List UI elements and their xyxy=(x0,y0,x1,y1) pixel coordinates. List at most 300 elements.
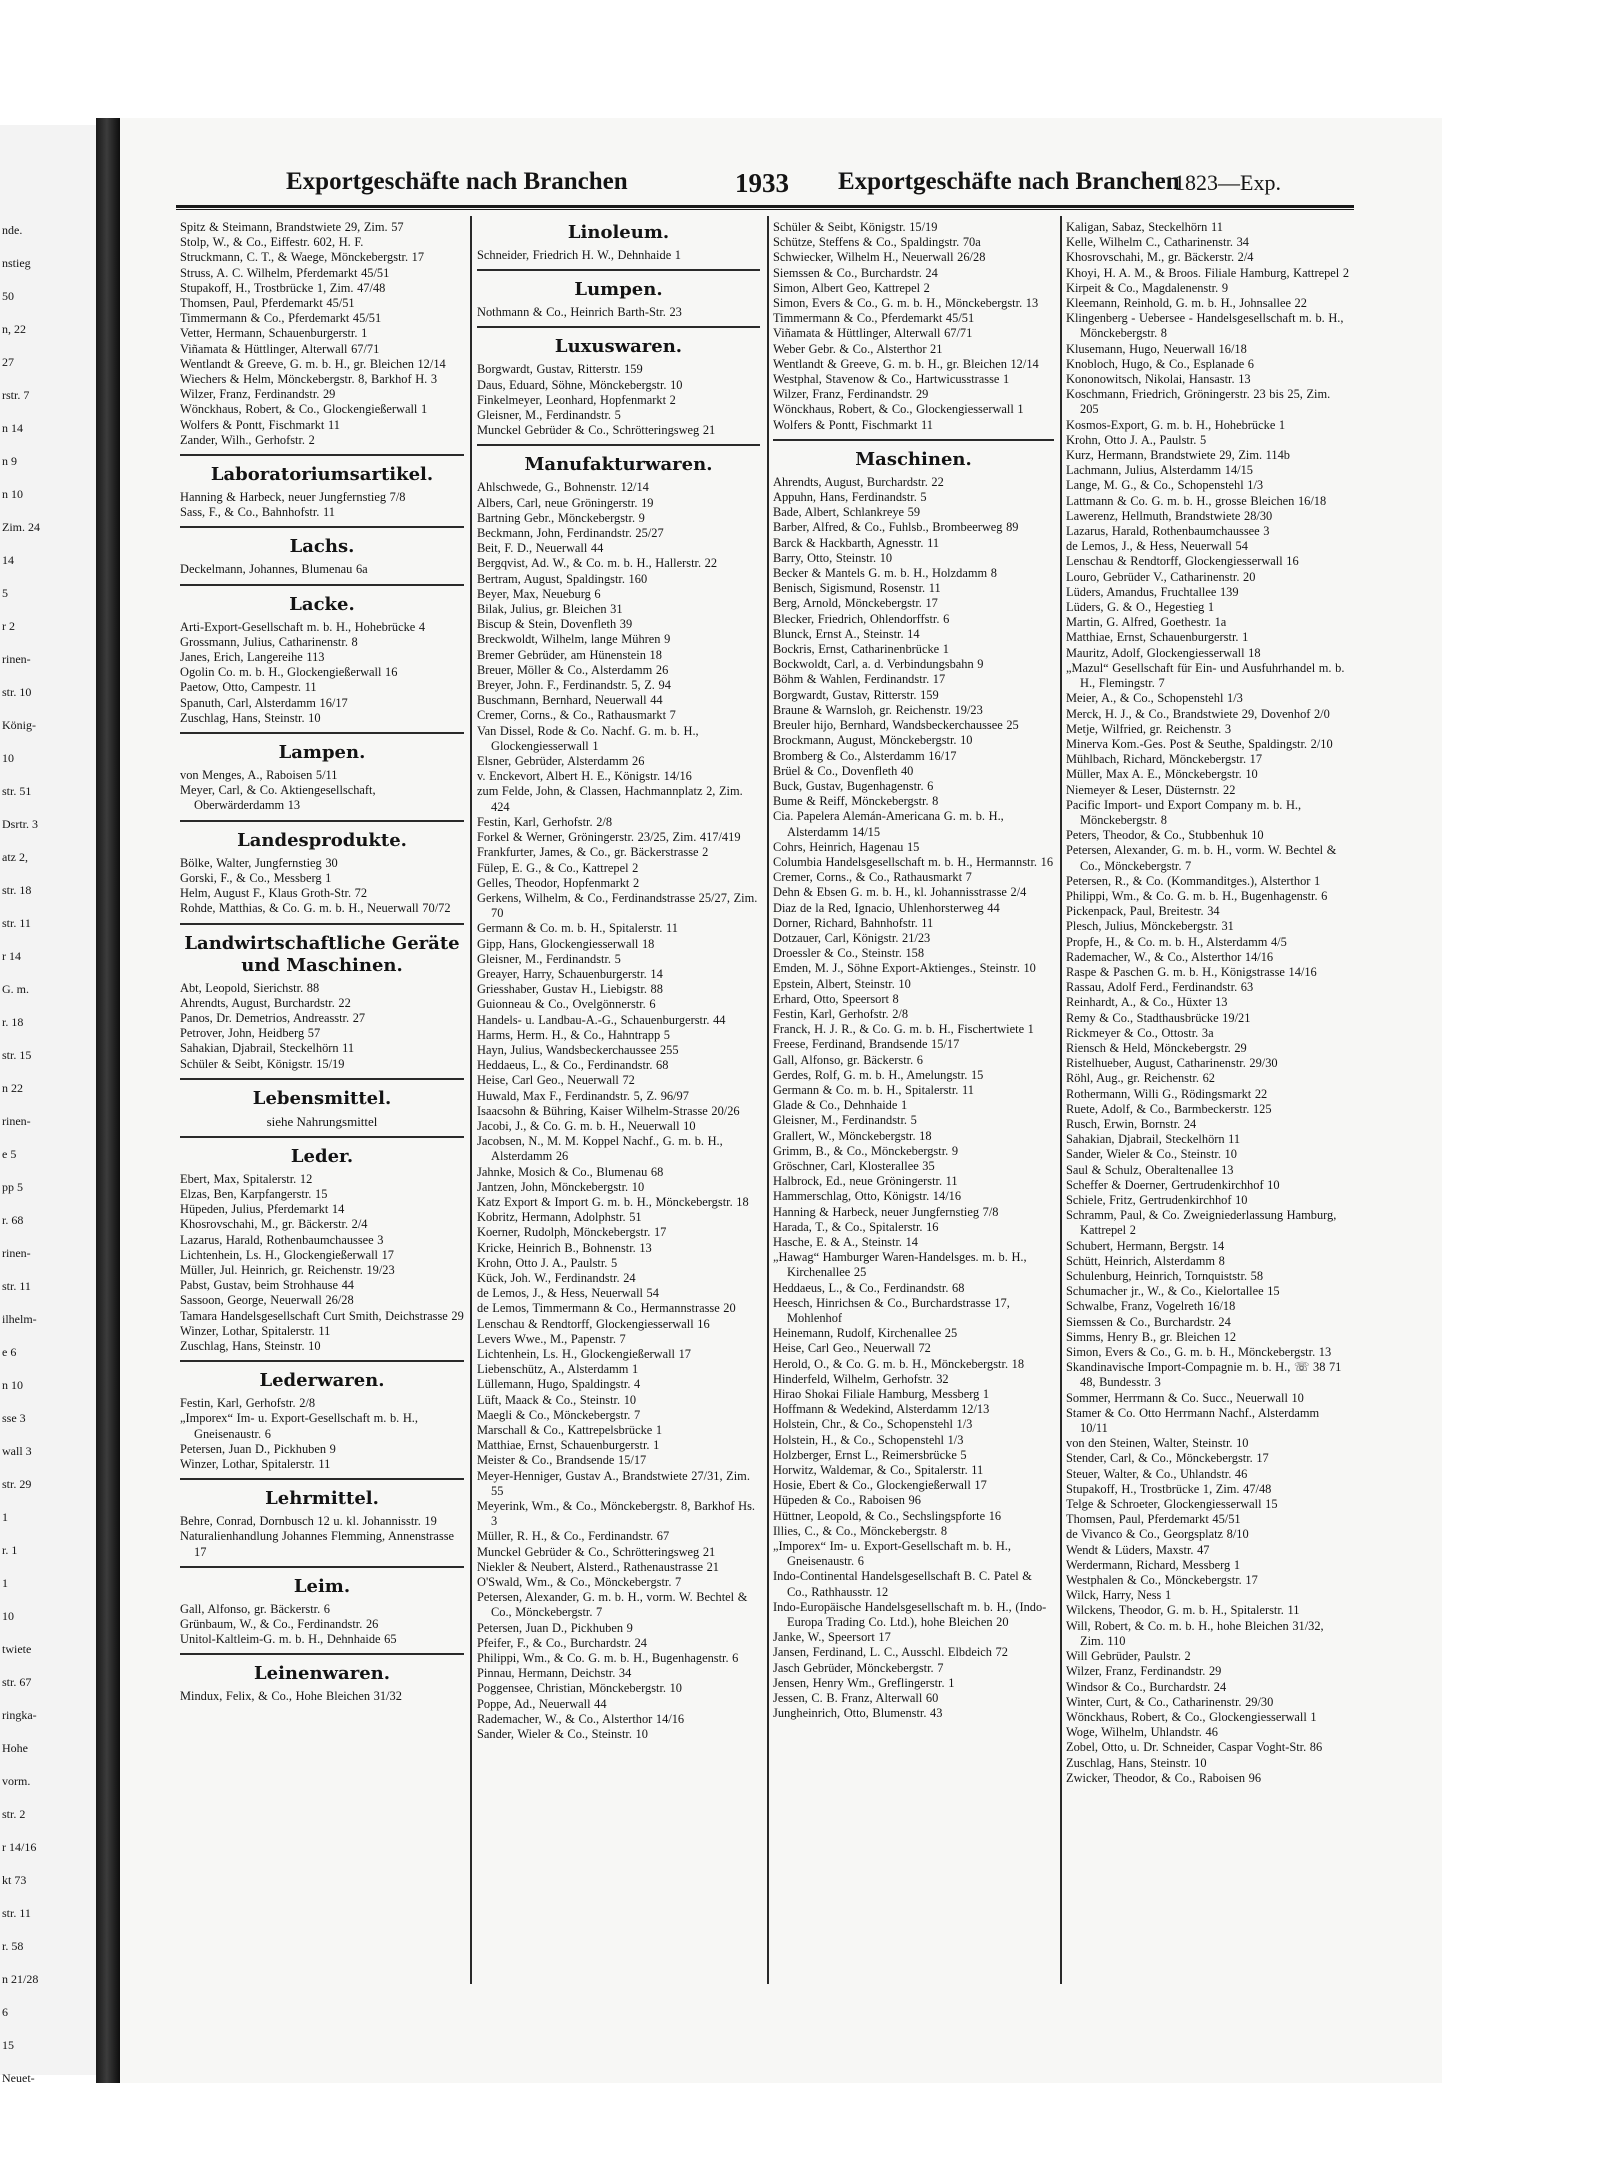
column-divider xyxy=(1060,216,1062,1984)
directory-entry: Zobel, Otto, u. Dr. Schneider, Caspar Voght-Str. 86 xyxy=(1066,1740,1323,1755)
left-page-text: 6 xyxy=(2,2005,8,2019)
directory-entry: Gröschner, Carl, Klosterallee 35 xyxy=(773,1158,935,1173)
left-page-text: r 2 xyxy=(2,619,15,633)
left-page-text: e 5 xyxy=(2,1147,17,1161)
directory-entry: Weber Gebr. & Co., Alsterthor 21 xyxy=(773,341,943,356)
directory-entry: Fülep, E. G., & Co., Kattrepel 2 xyxy=(477,860,639,875)
directory-entry: Werdermann, Richard, Messberg 1 xyxy=(1066,1557,1241,1572)
directory-entry: Dotzauer, Carl, Königstr. 21/23 xyxy=(773,930,931,945)
directory-entry: Rademacher, W., & Co., Alsterthor 14/16 xyxy=(1066,949,1274,964)
directory-entry: Germann & Co. m. b. H., Spitalerstr. 11 xyxy=(773,1082,974,1097)
directory-entry: Bremer Gebrüder, am Hünenstein 18 xyxy=(477,647,662,662)
directory-entry: Röhl, Aug., gr. Reichenstr. 62 xyxy=(1066,1071,1215,1086)
left-page-text: str. 18 xyxy=(2,883,32,897)
header-title-right: Exportgeschäfte nach Branchen xyxy=(838,168,1180,195)
section-title: Maschinen. xyxy=(773,439,1054,471)
directory-entry: Westphal, Stavenow & Co., Hartwicusstrasse 1 xyxy=(773,372,1010,387)
left-page-text: rinen- xyxy=(2,1246,31,1260)
directory-entry: Meyerink, Wm., & Co., Mönckebergstr. 8, Barkhof Hs. 3 xyxy=(477,1499,756,1529)
directory-entry: Hanning & Harbeck, neuer Jungfernstieg 7/8 xyxy=(773,1204,999,1219)
directory-entry: „Imporex“ Im- u. Export-Gesellschaft m. b. H., Gneisenaustr. 6 xyxy=(180,1411,419,1441)
directory-entry: Grimm, B., & Co., Mönckebergstr. 9 xyxy=(773,1143,959,1158)
directory-entry: Wilzer, Franz, Ferdinandstr. 29 xyxy=(180,387,336,402)
directory-entry: Pinnau, Hermann, Deichstr. 34 xyxy=(477,1666,632,1681)
directory-entry: Stupakoff, H., Trostbrücke 1, Zim. 47/48 xyxy=(1066,1481,1272,1496)
column-2 xyxy=(477,220,760,1990)
left-page-text: r 14 xyxy=(2,949,21,963)
directory-entry: Schüler & Seibt, Königstr. 15/19 xyxy=(180,1056,345,1071)
directory-entry: Abt, Leopold, Sierichstr. 88 xyxy=(180,980,320,995)
directory-entry: Franck, H. J. R., & Co. G. m. b. H., Fischertwiete 1 xyxy=(773,1022,1034,1037)
directory-entry: Columbia Handelsgesellschaft m. b. H., Hermannstr. 16 xyxy=(773,854,1054,869)
directory-entry: Zuschlag, Hans, Steinstr. 10 xyxy=(1066,1755,1207,1770)
directory-entry: Petersen, R., & Co. (Kommanditges.), Alsterthor 1 xyxy=(1066,873,1321,888)
directory-entry: Schneider, Friedrich H. W., Dehnhaide 1 xyxy=(477,248,681,262)
directory-entry: Barck & Hackbarth, Agnesstr. 11 xyxy=(773,535,940,550)
directory-entry: Simon, Albert Geo, Kattrepel 2 xyxy=(773,280,930,295)
section-title: Lachs. xyxy=(180,526,464,558)
directory-entry: Rademacher, W., & Co., Alsterthor 14/16 xyxy=(477,1711,685,1726)
directory-entry: Grünbaum, W., & Co., Ferdinandstr. 26 xyxy=(180,1616,379,1631)
directory-entry: Metje, Wilfried, gr. Reichenstr. 3 xyxy=(1066,721,1232,736)
directory-entry: Breuer, Möller & Co., Alsterdamm 26 xyxy=(477,662,669,677)
section-title: Lacke. xyxy=(180,584,464,616)
directory-entry: Behre, Conrad, Dornbusch 12 u. kl. Johannisstr. 19 xyxy=(180,1514,437,1529)
directory-entry: Liebenschütz, A., Alsterdamm 1 xyxy=(477,1362,639,1377)
left-page-text: r 14/16 xyxy=(2,1840,37,1854)
directory-entry: Wönckhaus, Robert, & Co., Glockengiesserwall 1 xyxy=(773,402,1024,417)
left-page-text: 15 xyxy=(2,2038,14,2052)
directory-entry: Koerner, Rudolph, Mönckebergstr. 17 xyxy=(477,1225,667,1240)
directory-entry: Wönckhaus, Robert, & Co., Glockengiesserwall 1 xyxy=(1066,1709,1317,1724)
directory-entry: Poppe, Ad., Neuerwall 44 xyxy=(477,1696,607,1711)
directory-entry: Petersen, Alexander, G. m. b. H., vorm. W. Bechtel & Co., Mönckebergstr. 7 xyxy=(477,1590,748,1620)
section-title: Lumpen. xyxy=(477,269,760,301)
directory-entry: Meier, A., & Co., Schopenstehl 1/3 xyxy=(1066,691,1243,706)
section-title: Lebensmittel. xyxy=(180,1078,464,1110)
directory-entry: Grossmann, Julius, Catharinenstr. 8 xyxy=(180,634,358,649)
left-page-text: sse 3 xyxy=(2,1411,26,1425)
directory-entry: Hosie, Ebert & Co., Glockengießerwall 17 xyxy=(773,1478,987,1493)
left-page-text: 1 xyxy=(2,1576,8,1590)
directory-entry: Sass, F., & Co., Bahnhofstr. 11 xyxy=(180,505,335,520)
directory-entry: Winzer, Lothar, Spitalerstr. 11 xyxy=(180,1456,331,1471)
directory-entry: Gall, Alfonso, gr. Bäckerstr. 6 xyxy=(180,1601,330,1616)
directory-entry: Jacobsen, N., M. M. Koppel Nachf., G. m. b. H., Alsterdamm 26 xyxy=(477,1134,723,1164)
directory-entry: de Lemos, J., & Hess, Neuerwall 54 xyxy=(477,1286,659,1301)
left-page-text: rinen- xyxy=(2,1114,31,1128)
directory-entry: Bockris, Ernst, Catharinenbrücke 1 xyxy=(773,642,949,657)
directory-entry: Stolp, W., & Co., Eiffestr. 602, H. F. xyxy=(180,235,364,250)
directory-entry: Simms, Henry B., gr. Bleichen 12 xyxy=(1066,1329,1237,1344)
directory-entry: Rothermann, Willi G., Rödingsmarkt 22 xyxy=(1066,1086,1268,1101)
directory-entry: Kononowitsch, Nikolai, Hansastr. 13 xyxy=(1066,372,1251,387)
directory-entry: Bartning Gebr., Mönckebergstr. 9 xyxy=(477,510,645,525)
directory-entry: Stamer & Co. Otto Herrmann Nachf., Alsterdamm 10/11 xyxy=(1066,1405,1320,1436)
directory-entry: Harada, T., & Co., Spitalerstr. 16 xyxy=(773,1219,939,1234)
directory-entry: Lange, M. G., & Co., Schopenstehl 1/3 xyxy=(1066,478,1264,493)
directory-entry: Jantzen, John, Mönckebergstr. 10 xyxy=(477,1179,645,1194)
directory-entry: Wiechers & Helm, Mönckebergstr. 8, Barkhof H. 3 xyxy=(180,372,438,387)
directory-entry: Schubert, Hermann, Bergstr. 14 xyxy=(1066,1238,1225,1253)
directory-entry: Forkel & Werner, Gröningerstr. 23/25, Zim. 417/419 xyxy=(477,830,741,845)
directory-entry: Marschall & Co., Kattrepelsbrücke 1 xyxy=(477,1423,663,1438)
directory-entry: Panos, Dr. Demetrios, Andreasstr. 27 xyxy=(180,1010,366,1025)
directory-entry: Epstein, Albert, Steinstr. 10 xyxy=(773,976,911,991)
directory-entry: Schwiecker, Wilhelm H., Neuerwall 26/28 xyxy=(773,250,986,265)
directory-entry: Munckel Gebrüder & Co., Schrötteringsweg 21 xyxy=(477,1544,716,1559)
directory-entry: Philippi, Wm., & Co. G. m. b. H., Bugenhagenstr. 6 xyxy=(1066,888,1328,903)
directory-entry: Kleemann, Reinhold, G. m. b. H., Johnsallee 22 xyxy=(1066,296,1307,311)
directory-entry: Heesch, Hinrichsen & Co., Burchardstrasse 17, Mohlenhof xyxy=(773,1295,1010,1326)
left-page-text: e 6 xyxy=(2,1345,17,1359)
left-page-text: r. 58 xyxy=(2,1939,24,1953)
directory-entry: Petersen, Juan D., Pickhuben 9 xyxy=(180,1441,336,1456)
directory-entry: Erhard, Otto, Speersort 8 xyxy=(773,991,899,1006)
directory-entry: Bume & Reiff, Mönckebergstr. 8 xyxy=(773,794,939,809)
directory-entry: Dehn & Ebsen G. m. b. H., kl. Johannisstrasse 2/4 xyxy=(773,885,1027,900)
directory-entry: Sommer, Herrmann & Co. Succ., Neuerwall 10 xyxy=(1066,1390,1304,1405)
directory-entry: Thomsen, Paul, Pferdemarkt 45/51 xyxy=(180,296,355,311)
directory-entry: Ogolin Co. m. b. H., Glockengießerwall 16 xyxy=(180,665,398,680)
column-divider xyxy=(767,216,769,1984)
directory-entry: Heise, Carl Geo., Neuerwall 72 xyxy=(773,1341,931,1356)
directory-entry: Westphalen & Co., Mönckebergstr. 17 xyxy=(1066,1573,1258,1588)
directory-entry: Mindux, Felix, & Co., Hohe Bleichen 31/32 xyxy=(180,1689,402,1704)
section-title: Landwirtschaftliche Geräte und Maschinen. xyxy=(180,923,464,977)
left-page-text: kt 73 xyxy=(2,1873,27,1887)
directory-entry: Brüel & Co., Dovenfleth 40 xyxy=(773,763,914,778)
directory-entry: Festin, Karl, Gerhofstr. 2/8 xyxy=(477,814,613,829)
directory-entry: Gerdes, Rolf, G. m. b. H., Amelungstr. 15 xyxy=(773,1067,984,1082)
directory-entry: Kosmos-Export, G. m. b. H., Hohebrücke 1 xyxy=(1066,417,1286,432)
left-page-text: r. 18 xyxy=(2,1015,24,1029)
directory-entry: Schwalbe, Franz, Vogelreth 16/18 xyxy=(1066,1299,1236,1314)
directory-entry: Koschmann, Friedrich, Gröningerstr. 23 bis 25, Zim. 205 xyxy=(1066,387,1331,417)
directory-entry: Propfe, H., & Co. m. b. H., Alsterdamm 4/5 xyxy=(1066,934,1287,949)
directory-entry: Janes, Erich, Langereihe 113 xyxy=(180,650,325,665)
directory-entry: Buck, Gustav, Bugenhagenstr. 6 xyxy=(773,778,934,793)
directory-entry: Gleisner, M., Ferdinandstr. 5 xyxy=(477,951,621,966)
directory-entry: Müller, Max A. E., Mönckebergstr. 10 xyxy=(1066,767,1258,782)
directory-entry: Becker & Mantels G. m. b. H., Holzdamm 8 xyxy=(773,566,997,581)
directory-entry: Zander, Wilh., Gerhofstr. 2 xyxy=(180,432,315,447)
directory-entry: Jensen, Henry Wm., Greflingerstr. 1 xyxy=(773,1675,955,1690)
directory-entry: Guionneau & Co., Ovelgönnerstr. 6 xyxy=(477,997,656,1012)
directory-entry: Rusch, Erwin, Bornstr. 24 xyxy=(1066,1116,1197,1131)
directory-entry: Khosrovschahi, M., gr. Bäckerstr. 2/4 xyxy=(180,1217,368,1232)
directory-entry: Hayn, Julius, Wandsbeckerchaussee 255 xyxy=(477,1042,679,1057)
directory-entry: Braune & Warnsloh, gr. Reichenstr. 19/23 xyxy=(773,702,983,717)
directory-entry: Barry, Otto, Steinstr. 10 xyxy=(773,550,893,565)
directory-entry: Elzas, Ben, Karpfangerstr. 15 xyxy=(180,1186,328,1201)
directory-entry: Borgwardt, Gustav, Ritterstr. 159 xyxy=(773,687,939,702)
left-page-text: n 9 xyxy=(2,454,17,468)
directory-entry: Poggensee, Christian, Mönckebergstr. 10 xyxy=(477,1681,683,1696)
directory-entry: Maegli & Co., Mönckebergstr. 7 xyxy=(477,1407,641,1422)
directory-entry: Isaacsohn & Bühring, Kaiser Wilhelm-Strasse 20/26 xyxy=(477,1103,740,1118)
directory-entry: Kaligan, Sabaz, Steckelhörn 11 xyxy=(1066,220,1223,234)
section-title: Luxuswaren. xyxy=(477,326,760,358)
section-title: Lehrmittel. xyxy=(180,1478,464,1510)
directory-entry: Hirao Shokai Filiale Hamburg, Messberg 1 xyxy=(773,1387,990,1402)
left-page-text: twiete xyxy=(2,1642,32,1656)
directory-entry: Zuschlag, Hans, Steinstr. 10 xyxy=(180,710,321,725)
directory-entry: Gipp, Hans, Glockengiesserwall 18 xyxy=(477,936,655,951)
directory-entry: Jacobi, J., & Co. G. m. b. H., Neuerwall 10 xyxy=(477,1118,696,1133)
left-page-text: 50 xyxy=(2,289,14,303)
directory-entry: Struckmann, C. T., & Waege, Mönckebergstr. 17 xyxy=(180,250,425,265)
directory-entry: Wolfers & Pontt, Fischmarkt 11 xyxy=(180,417,340,432)
directory-entry: Wentlandt & Greeve, G. m. b. H., gr. Bleichen 12/14 xyxy=(773,356,1039,371)
directory-entry: Will, Robert, & Co. m. b. H., hohe Bleichen 31/32, Zim. 110 xyxy=(1066,1618,1324,1648)
directory-entry: Tamara Handelsgesellschaft Curt Smith, Deichstrasse 29 xyxy=(180,1308,464,1323)
directory-entry: Winzer, Lothar, Spitalerstr. 11 xyxy=(180,1323,331,1338)
directory-entry: Hinderfeld, Wilhelm, Gerhofstr. 32 xyxy=(773,1371,949,1386)
left-page-text: rstr. 7 xyxy=(2,388,30,402)
directory-entry: zum Felde, John, & Classen, Hachmannplatz 2, Zim. 424 xyxy=(477,784,743,814)
directory-entry: Beyer, Max, Neueburg 6 xyxy=(477,586,601,601)
directory-entry: Klingenberg - Uebersee - Handelsgesellschaft m. b. H., Mönckebergstr. 8 xyxy=(1066,311,1344,341)
left-page-text: n 14 xyxy=(2,421,23,435)
directory-entry: Lüders, G. & O., Hegestieg 1 xyxy=(1066,600,1215,615)
directory-entry: Illies, C., & Co., Mönckebergstr. 8 xyxy=(773,1523,948,1538)
directory-entry: Khoyi, H. A. M., & Broos. Filiale Hamburg, Kattrepel 2 xyxy=(1066,265,1350,280)
directory-entry: Sander, Wieler & Co., Steinstr. 10 xyxy=(1066,1147,1237,1162)
directory-entry: Finkelmeyer, Leonhard, Hopfenmarkt 2 xyxy=(477,392,676,407)
directory-entry: O'Swald, Wm., & Co., Mönckebergstr. 7 xyxy=(477,1575,682,1590)
left-page-text: 5 xyxy=(2,586,8,600)
section-title: Leinenwaren. xyxy=(180,1653,464,1685)
directory-entry: Schulenburg, Heinrich, Tornquiststr. 58 xyxy=(1066,1269,1264,1284)
directory-entry: Ahlschwede, G., Bohnenstr. 12/14 xyxy=(477,480,649,495)
column-1 xyxy=(180,220,464,1990)
directory-entry: Timmermann & Co., Pferdemarkt 45/51 xyxy=(180,311,382,326)
directory-entry: Albers, Carl, neue Gröningerstr. 19 xyxy=(477,495,654,510)
section-title: Landesprodukte. xyxy=(180,820,464,852)
directory-entry: Lüders, Amandus, Fruchtallee 139 xyxy=(1066,584,1239,599)
directory-entry: Niekler & Neubert, Alsterd., Rathenaustrasse 21 xyxy=(477,1559,719,1574)
directory-entry: Rickmeyer & Co., Ottostr. 3a xyxy=(1066,1025,1214,1040)
directory-entry: Van Dissel, Rode & Co. Nachf. G. m. b. H., Glockengiesserwall 1 xyxy=(477,723,699,753)
directory-entry: Timmermann & Co., Pferdemarkt 45/51 xyxy=(773,311,975,326)
directory-entry: Riensch & Held, Mönckebergstr. 29 xyxy=(1066,1040,1247,1055)
directory-entry: Sander, Wieler & Co., Steinstr. 10 xyxy=(477,1727,648,1742)
directory-entry: Khosrovschahi, M., gr. Bäckerstr. 2/4 xyxy=(1066,250,1254,265)
directory-entry: Wilzer, Franz, Ferdinandstr. 29 xyxy=(1066,1664,1222,1679)
left-page-text: str. 29 xyxy=(2,1477,32,1491)
directory-entry: Unitol-Kaltleim-G. m. b. H., Dehnhaide 65 xyxy=(180,1632,397,1647)
left-page-text: G. m. xyxy=(2,982,29,996)
left-page-text: r. 68 xyxy=(2,1213,24,1227)
directory-entry: Petersen, Alexander, G. m. b. H., vorm. W. Bechtel & Co., Mönckebergstr. 7 xyxy=(1066,843,1337,873)
directory-entry: de Lemos, J., & Hess, Neuerwall 54 xyxy=(1066,539,1248,554)
directory-entry: Bilak, Julius, gr. Bleichen 31 xyxy=(477,602,623,617)
directory-entry: Stupakoff, H., Trostbrücke 1, Zim. 47/48 xyxy=(180,280,386,295)
directory-entry: Lüllemann, Hugo, Spaldingstr. 4 xyxy=(477,1377,641,1392)
directory-entry: Janke, W., Speersort 17 xyxy=(773,1630,891,1645)
left-page-text: n 10 xyxy=(2,487,23,501)
left-page-text: ringka- xyxy=(2,1708,37,1722)
directory-entry: Breckwoldt, Wilhelm, lange Mühren 9 xyxy=(477,632,671,647)
left-page-text: str. 10 xyxy=(2,685,32,699)
directory-entry: Lazarus, Harald, Rothenbaumchaussee 3 xyxy=(1066,524,1270,539)
directory-entry: Ristelhueber, August, Catharinenstr. 29/30 xyxy=(1066,1056,1278,1071)
directory-entry: Steuer, Walter, & Co., Uhlandstr. 46 xyxy=(1066,1466,1248,1481)
page-number: 1933 xyxy=(735,168,789,198)
directory-entry: Winter, Curt, & Co., Catharinenstr. 29/30 xyxy=(1066,1694,1274,1709)
left-page-text: n 21/28 xyxy=(2,1972,39,1986)
directory-entry: Raspe & Paschen G. m. b. H., Königstrasse 14/16 xyxy=(1066,964,1317,979)
directory-entry: Zuschlag, Hans, Steinstr. 10 xyxy=(180,1338,321,1353)
directory-entry: Scheffer & Doerner, Gertrudenkirchhof 10 xyxy=(1066,1177,1280,1192)
left-page-text: pp 5 xyxy=(2,1180,23,1194)
left-page-text: 14 xyxy=(2,553,14,567)
section-title: Manufakturwaren. xyxy=(477,444,760,476)
left-page-text: 10 xyxy=(2,1609,14,1623)
directory-entry: Kurz, Hermann, Brandstwiete 29, Zim. 114b xyxy=(1066,448,1290,463)
directory-entry: Viñamata & Hüttlinger, Alterwall 67/71 xyxy=(180,341,380,356)
directory-entry: „Hawag“ Hamburger Waren-Handelsges. m. b. H., Kirchenallee 25 xyxy=(773,1250,1027,1280)
directory-entry: Pabst, Gustav, beim Strohhause 44 xyxy=(180,1278,354,1293)
left-page-text: str. 51 xyxy=(2,784,32,798)
directory-entry: Hasche, E. & A., Steinstr. 14 xyxy=(773,1235,918,1249)
directory-entry: Rohde, Matthias, & Co. G. m. b. H., Neuerwall 70/72 xyxy=(180,901,451,916)
directory-entry: Brockmann, August, Mönckebergstr. 10 xyxy=(773,733,973,748)
directory-entry: Krohn, Otto J. A., Paulstr. 5 xyxy=(477,1255,618,1270)
section-title: Leder. xyxy=(180,1136,464,1168)
left-page-text: atz 2, xyxy=(2,850,28,864)
directory-entry: Kelle, Wilhelm C., Catharinenstr. 34 xyxy=(1066,235,1249,250)
directory-entry: von den Steinen, Walter, Steinstr. 10 xyxy=(1066,1436,1249,1451)
directory-entry: Gerkens, Wilhelm, & Co., Ferdinandstrasse 25/27, Zim. 70 xyxy=(477,890,758,921)
left-page-text: str. 67 xyxy=(2,1675,32,1689)
directory-entry: Pickenpack, Paul, Breitestr. 34 xyxy=(1066,904,1220,919)
directory-entry: Minerva Kom.-Ges. Post & Seuthe, Spaldingstr. 2/10 xyxy=(1066,736,1333,751)
directory-entry: Blecker, Friedrich, Ohlendorffstr. 6 xyxy=(773,611,950,626)
directory-entry: Holstein, Chr., & Co., Schopenstehl 1/3 xyxy=(773,1417,973,1432)
directory-entry: Peters, Theodor, & Co., Stubbenhuk 10 xyxy=(1066,828,1264,843)
directory-entry: Nothmann & Co., Heinrich Barth-Str. 23 xyxy=(477,305,682,320)
directory-entry: Saul & Schulz, Oberaltenallee 13 xyxy=(1066,1162,1234,1177)
directory-entry: Telge & Schroeter, Glockengiesserwall 15 xyxy=(1066,1497,1278,1512)
directory-entry: Schütt, Heinrich, Alsterdamm 8 xyxy=(1066,1253,1225,1268)
directory-entry: Lichtenhein, Ls. H., Glockengießerwall 17 xyxy=(477,1347,691,1361)
directory-entry: Schumacher jr., W., & Co., Kielortallee 15 xyxy=(1066,1284,1280,1299)
left-page-text: Zim. 24 xyxy=(2,520,40,534)
directory-entry: „Mazul“ Gesellschaft für Ein- und Ausfuhrhandel m. b. H., Flemingstr. 7 xyxy=(1066,660,1345,691)
directory-entry: Reinhardt, A., & Co., Hüxter 13 xyxy=(1066,995,1228,1010)
directory-entry: Munckel Gebrüder & Co., Schrötteringsweg 21 xyxy=(477,423,716,438)
directory-entry: Müller, Jul. Heinrich, gr. Reichenstr. 19/23 xyxy=(180,1262,395,1277)
directory-entry: Sahakian, Djabrail, Steckelhörn 11 xyxy=(1066,1132,1241,1147)
directory-entry: Ahrendts, August, Burchardstr. 22 xyxy=(180,995,351,1010)
section-title: Lederwaren. xyxy=(180,1360,464,1392)
directory-entry: Bertram, August, Spaldingstr. 160 xyxy=(477,571,648,586)
directory-entry: Ahrendts, August, Burchardstr. 22 xyxy=(773,474,944,489)
directory-entry: Skandinavische Import-Compagnie m. b. H., ☏ 38 71 48, Bundesstr. 3 xyxy=(1066,1360,1342,1390)
column-divider xyxy=(470,216,472,1984)
directory-entry: Schramm, Paul, & Co. Zweigniederlassung Hamburg, Kattrepel 2 xyxy=(1066,1208,1337,1238)
directory-entry: Hanning & Harbeck, neuer Jungfernstieg 7/8 xyxy=(180,490,406,505)
directory-entry: Merck, H. J., & Co., Brandstwiete 29, Dovenhof 2/0 xyxy=(1066,706,1330,721)
directory-entry: Blunck, Ernst A., Steinstr. 14 xyxy=(773,626,920,641)
section-title: Linoleum. xyxy=(567,222,670,243)
left-page-text: str. 11 xyxy=(2,1906,31,1920)
directory-entry: Berg, Arnold, Mönckebergstr. 17 xyxy=(773,596,938,611)
directory-entry: Heddaeus, L., & Co., Ferdinandstr. 68 xyxy=(477,1058,669,1073)
directory-entry: Gorski, F., & Co., Messberg 1 xyxy=(180,870,332,885)
directory-entry: Cremer, Corns., & Co., Rathausmarkt 7 xyxy=(773,870,972,885)
directory-entry: Kück, Joh. W., Ferdinandstr. 24 xyxy=(477,1270,636,1285)
directory-entry: Heinemann, Rudolf, Kirchenallee 25 xyxy=(773,1326,958,1341)
directory-entry: Holzberger, Ernst L., Reimersbrücke 5 xyxy=(773,1447,967,1462)
directory-entry: Ebert, Max, Spitalerstr. 12 xyxy=(180,1171,313,1186)
header-corner-label: 1823—Exp. xyxy=(1174,170,1281,195)
directory-entry: Viñamata & Hüttlinger, Alterwall 67/71 xyxy=(773,326,973,341)
directory-entry: Louro, Gebrüder V., Catharinenstr. 20 xyxy=(1066,569,1256,584)
left-page-text: nde. xyxy=(2,223,23,237)
directory-entry: Gleisner, M., Ferdinandstr. 5 xyxy=(773,1113,917,1128)
directory-entry: Jahnke, Mosich & Co., Blumenau 68 xyxy=(477,1164,664,1179)
directory-entry: Frankfurter, James, & Co., gr. Bäckerstrasse 2 xyxy=(477,845,709,860)
directory-entry: Herold, O., & Co. G. m. b. H., Mönckebergstr. 18 xyxy=(773,1356,1025,1371)
directory-entry: Wendt & Lüders, Maxstr. 47 xyxy=(1066,1542,1210,1557)
directory-entry: Matthiae, Ernst, Schauenburgerstr. 1 xyxy=(477,1438,660,1453)
directory-entry: Handels- u. Landbau-A.-G., Schauenburgerstr. 44 xyxy=(477,1012,726,1027)
directory-entry: Hüpeden & Co., Raboisen 96 xyxy=(773,1493,921,1508)
directory-entry: Biscup & Stein, Dovenfleth 39 xyxy=(477,617,633,632)
directory-entry: Emden, M. J., Söhne Export-Aktienges., Steinstr. 10 xyxy=(773,961,1036,976)
directory-entry: Siemssen & Co., Burchardstr. 24 xyxy=(773,265,938,280)
directory-entry: Paetow, Otto, Campestr. 11 xyxy=(180,680,317,695)
directory-entry: Greayer, Harry, Schauenburgerstr. 14 xyxy=(477,966,663,981)
directory-entry: Halbrock, Ed., neue Gröningerstr. 11 xyxy=(773,1174,958,1189)
header-title-left: Exportgeschäfte nach Branchen xyxy=(286,168,628,195)
directory-entry: Mühlbach, Richard, Mönckebergstr. 17 xyxy=(1066,752,1263,767)
column-3 xyxy=(773,220,1054,1990)
directory-entry: Wilck, Harry, Ness 1 xyxy=(1066,1588,1172,1603)
book-gutter xyxy=(96,118,120,2083)
left-page-text: r. 1 xyxy=(2,1543,18,1557)
directory-entry: Festin, Karl, Gerhofstr. 2/8 xyxy=(180,1396,316,1411)
directory-entry: Heddaeus, L., & Co., Ferdinandstr. 68 xyxy=(773,1280,965,1295)
directory-entry: Lattmann & Co. G. m. b. H., grosse Bleichen 16/18 xyxy=(1066,493,1327,508)
directory-entry: Elsner, Gebrüder, Alsterdamm 26 xyxy=(477,754,645,769)
directory-entry: Diaz de la Red, Ignacio, Uhlenhorsterweg 44 xyxy=(773,900,1000,915)
directory-entry: Martin, G. Alfred, Goethestr. 1a xyxy=(1066,615,1227,630)
directory-entry: Grallert, W., Mönckebergstr. 18 xyxy=(773,1128,932,1143)
left-page-text: n 22 xyxy=(2,1081,23,1095)
left-page-text: str. 2 xyxy=(2,1807,26,1821)
directory-entry: Schiele, Fritz, Gertrudenkirchhof 10 xyxy=(1066,1193,1248,1207)
directory-entry: Plesch, Julius, Mönckebergstr. 31 xyxy=(1066,919,1234,934)
directory-entry: Pfeifer, F., & Co., Burchardstr. 24 xyxy=(477,1635,647,1650)
directory-entry: Simon, Evers & Co., G. m. b. H., Mönckebergstr. 13 xyxy=(1066,1345,1332,1360)
directory-entry: Ruete, Adolf, & Co., Barmbeckerstr. 125 xyxy=(1066,1101,1272,1116)
directory-entry: Griesshaber, Gustav H., Liebigstr. 88 xyxy=(477,982,663,997)
directory-entry: Klusemann, Hugo, Neuerwall 16/18 xyxy=(1066,341,1247,356)
directory-entry: Lazarus, Harald, Rothenbaumchaussee 3 xyxy=(180,1232,384,1247)
section-title: Lampen. xyxy=(180,732,464,764)
directory-entry: Cia. Papelera Alemán-Americana G. m. b. H., Alsterdamm 14/15 xyxy=(773,809,1004,839)
directory-entry: Breuler hijo, Bernhard, Wandsbeckerchaussee 25 xyxy=(773,718,1019,733)
directory-entry: Jungheinrich, Otto, Blumenstr. 43 xyxy=(773,1706,943,1721)
directory-entry: Will Gebrüder, Paulstr. 2 xyxy=(1066,1649,1191,1664)
directory-entry: Meyer-Henniger, Gustav A., Brandstwiete 27/31, Zim. 55 xyxy=(477,1468,750,1498)
directory-entry: Daus, Eduard, Söhne, Mönckebergstr. 10 xyxy=(477,377,683,392)
directory-entry: Rassau, Adolf Ferd., Ferdinandstr. 63 xyxy=(1066,980,1254,995)
